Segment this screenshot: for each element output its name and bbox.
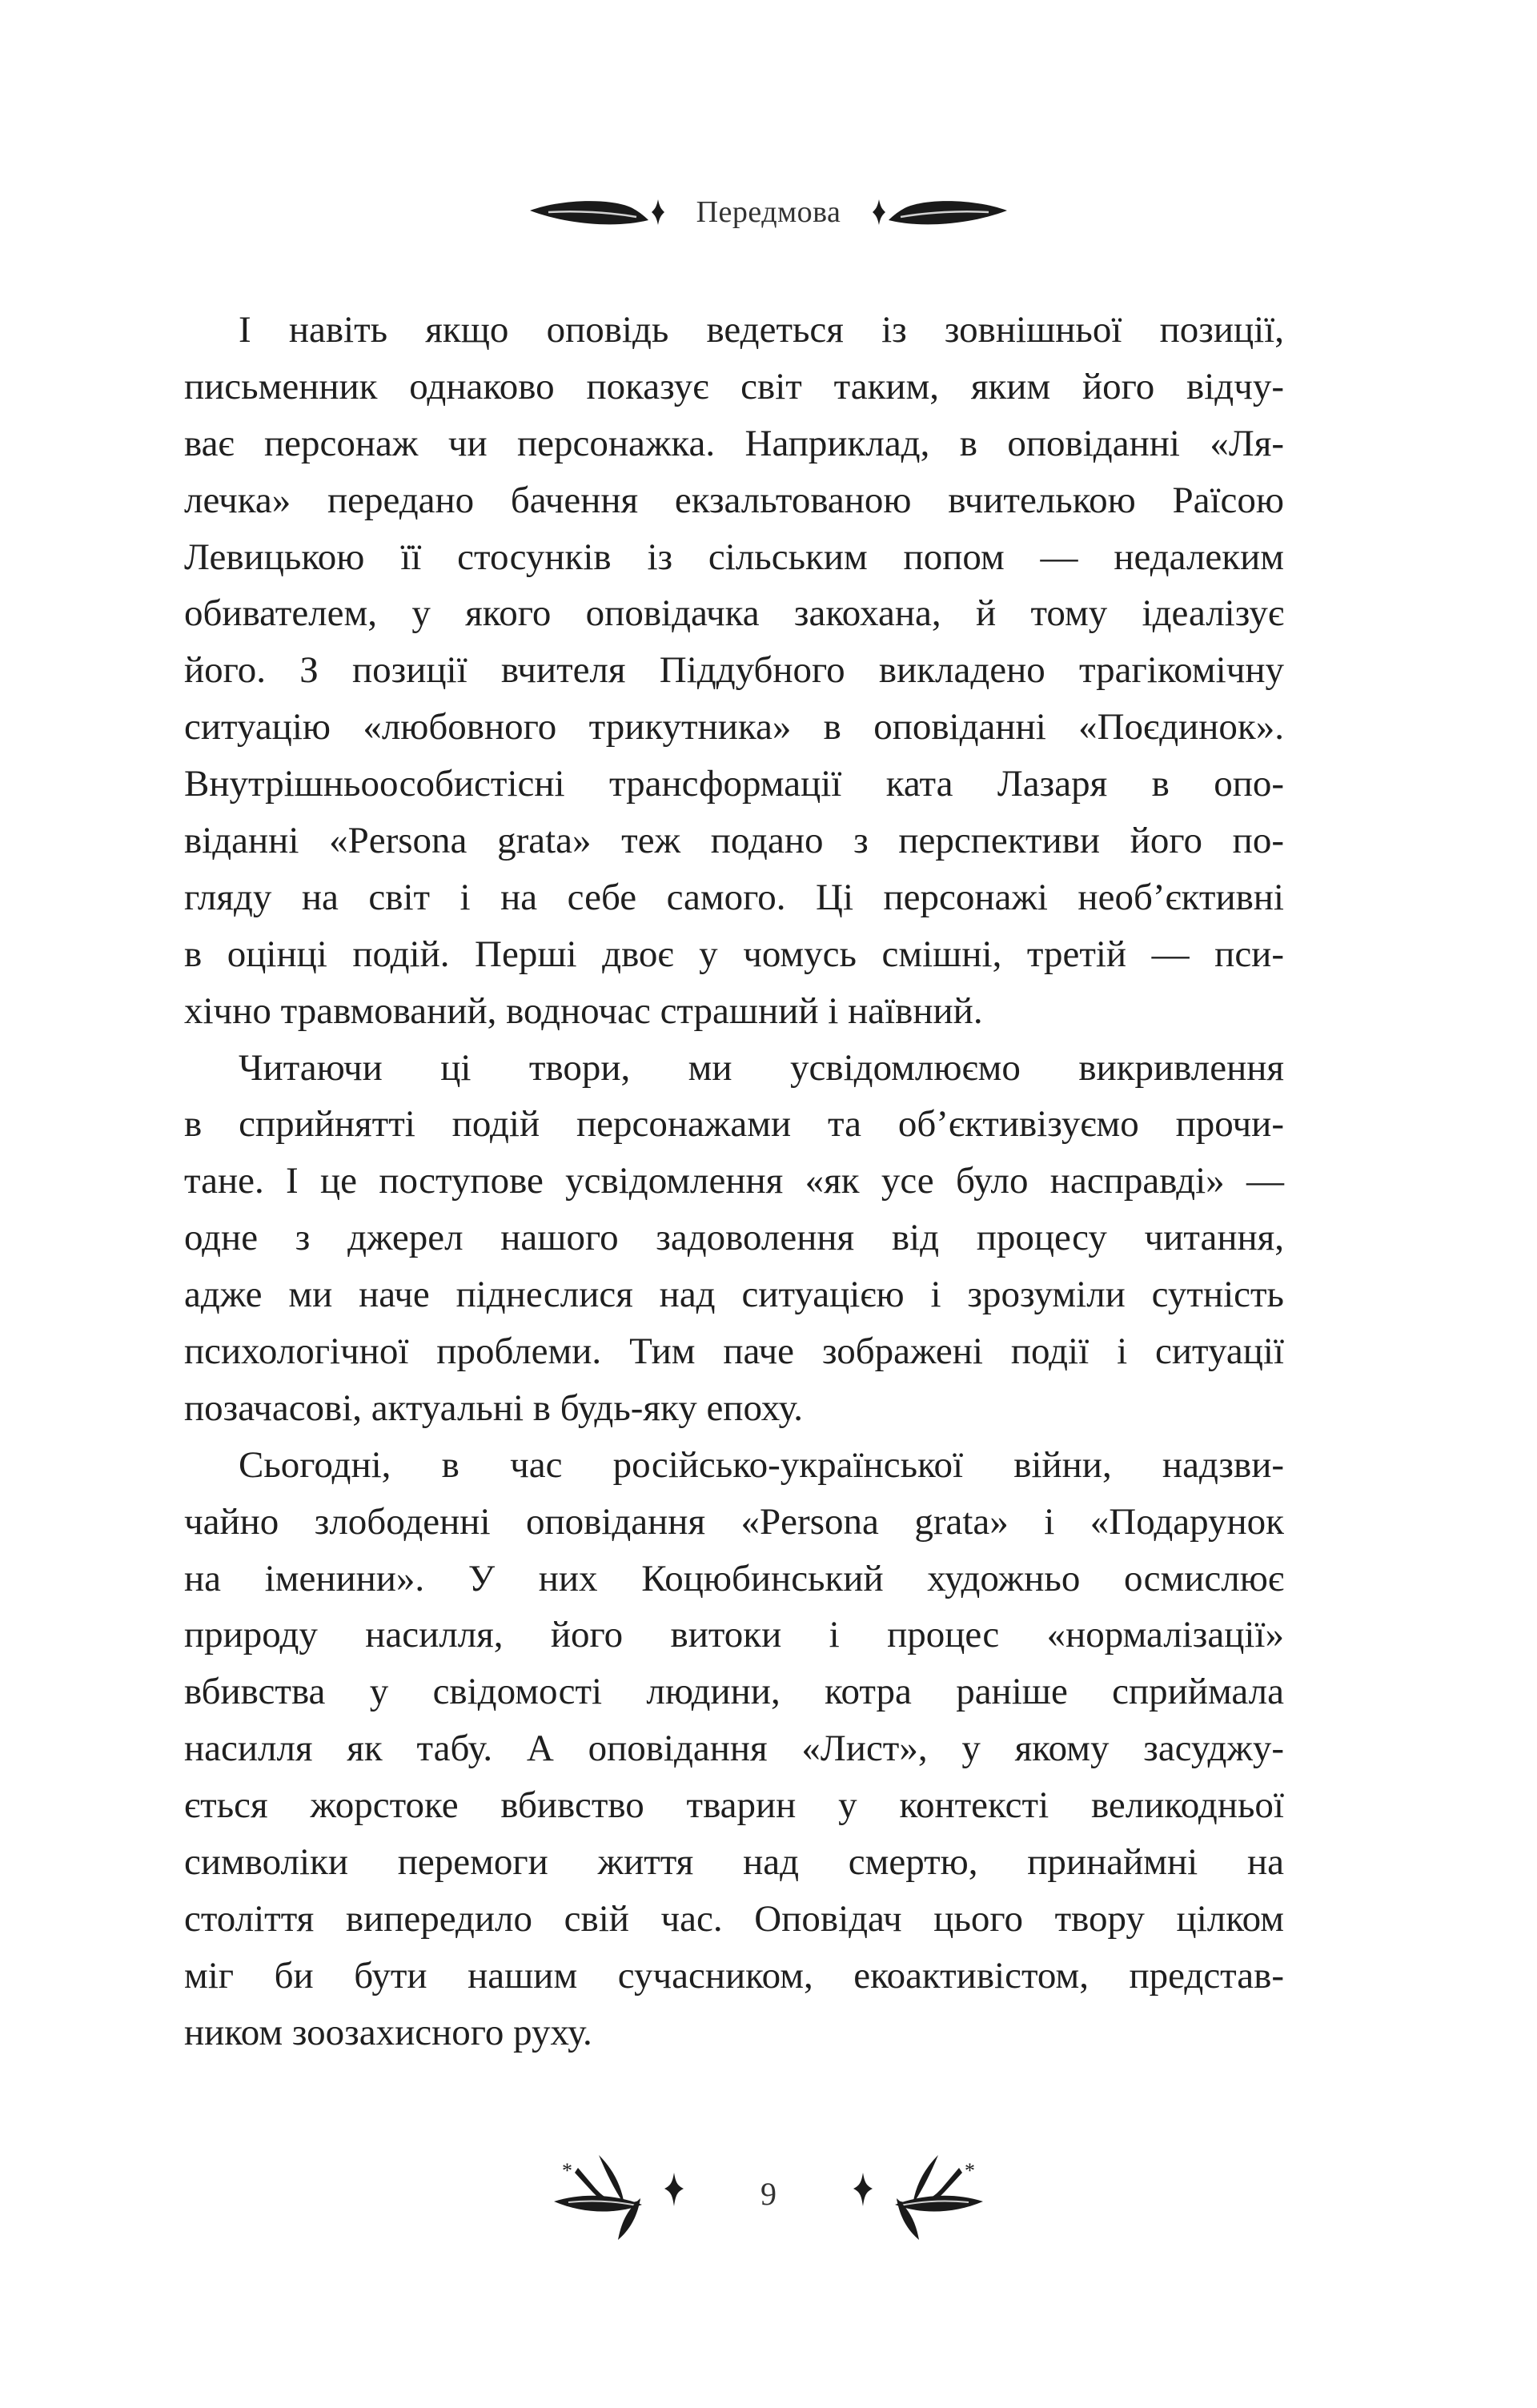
page-number: 9: [760, 2175, 777, 2212]
text-line: психологічної проблеми. Тим паче зображені події і ситуації: [184, 1330, 1284, 1373]
svg-text:*: *: [562, 2159, 572, 2182]
text-line: Сьогодні, в час російсько-української війни, надзви-: [239, 1443, 1284, 1486]
text-line: Читаючи ці твори, ми усвідомлюємо викривлення: [239, 1046, 1284, 1089]
text-line: насилля як табу. А оповідання «Лист», у якому засуджу-: [184, 1728, 1284, 1770]
text-line: лечка» передано бачення екзальтованою вчителькою Раїсою: [184, 479, 1284, 521]
text-line: чайно злободенні оповідання «Persona grata» і «Подарунок: [184, 1500, 1284, 1543]
svg-text:*: *: [965, 2159, 975, 2182]
running-header: [0, 180, 1537, 244]
text-line: природу насилля, його витоки і процес «нормалізації»: [184, 1614, 1284, 1656]
paragraph: [184, 1437, 1284, 2061]
text-line: адже ми наче піднеслися над ситуацією і зрозуміли сутність: [184, 1274, 1284, 1316]
text-line: ється жорстоке вбивство тварин у контексті великодньої: [184, 1784, 1284, 1827]
paragraph: [184, 302, 1284, 1040]
text-line: ває персонаж чи персонажка. Наприклад, в оповіданні «Ля-: [184, 422, 1284, 464]
text-line: письменник однаково показує світ таким, яким його відчу-: [184, 365, 1284, 407]
text-line: ситуацію «любовного трикутника» в оповіданні «Поєдинок».: [184, 706, 1284, 748]
text-line: ником зоозахисного руху.: [184, 2011, 592, 2053]
text-line: одне з джерел нашого задоволення від процесу читання,: [184, 1217, 1284, 1259]
body-text: [184, 302, 1284, 2061]
text-line: віданні «Persona grata» теж подано з перспективи його по-: [184, 820, 1284, 862]
text-line: І навіть якщо оповідь ведеться із зовнішньої позиції,: [239, 309, 1284, 351]
leaf-ornament-right-icon: [873, 196, 1009, 228]
text-line: хічно травмований, водночас страшний і наївний.: [184, 989, 983, 1032]
text-line: символіки перемоги життя над смертю, принаймні на: [184, 1841, 1284, 1884]
running-header-title: Передмова: [696, 195, 841, 229]
paragraph: [184, 1040, 1284, 1437]
text-line: століття випередило свій час. Оповідач цього твору цілком: [184, 1897, 1284, 1940]
page-footer: [0, 2145, 1537, 2241]
text-line: вбивства у свідомості людини, котра раніше сприймала: [184, 1671, 1284, 1713]
floral-ornament-right-icon: [825, 2145, 985, 2241]
text-line: Левицькою її стосунків із сільським попом — недалеким: [184, 536, 1284, 578]
text-line: в оцінці подій. Перші двоє у чомусь смішні, третій — пси-: [184, 933, 1284, 975]
text-line: на іменини». У них Коцюбинський художньо осмислює: [184, 1557, 1284, 1599]
leaf-ornament-left-icon: [528, 196, 664, 228]
text-line: в сприйнятті подій персонажами та об’єктивізуємо прочи-: [184, 1103, 1284, 1146]
text-line: міг би бути нашим сучасником, екоактивістом, представ-: [184, 1954, 1284, 1997]
text-line: обивателем, у якого оповідачка закохана, й тому ідеалізує: [184, 592, 1284, 635]
text-line: тане. І це поступове усвідомлення «як усе було насправді» —: [184, 1160, 1284, 1202]
text-line: гляду на світ і на себе самого. Ці персонажі необ’єктивні: [184, 876, 1284, 918]
text-line: Внутрішньоособистісні трансформації ката Лазаря в опо-: [184, 763, 1284, 805]
text-line: його. З позиції вчителя Піддубного викладено трагікомічну: [184, 649, 1284, 692]
text-line: позачасові, актуальні в будь-яку епоху.: [184, 1387, 804, 1429]
floral-ornament-left-icon: [552, 2145, 712, 2241]
